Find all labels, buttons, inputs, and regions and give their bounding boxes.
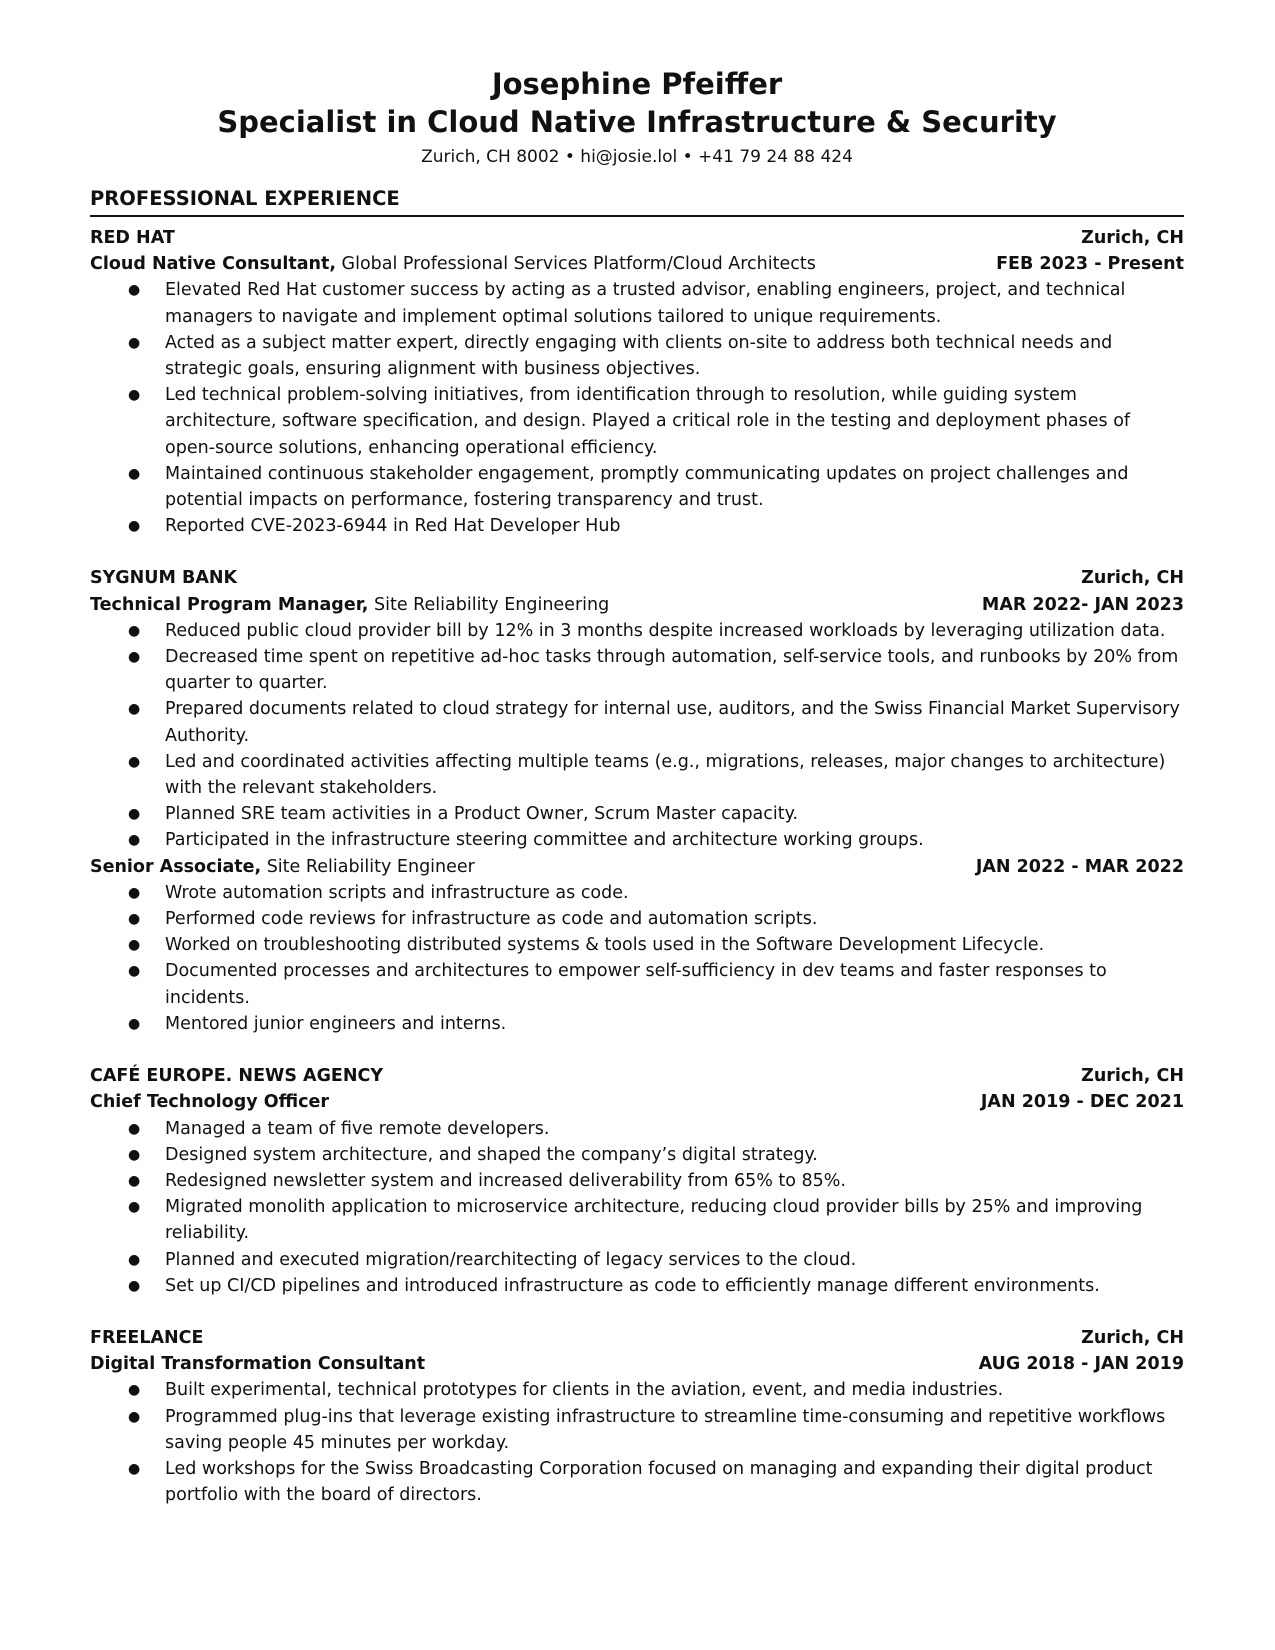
job-location: Zurich, CH [1081,228,1184,248]
role-title: Chief Technology Officer [90,1092,329,1113]
bullet-text: Acted as a subject matter expert, directly engaging with clients on-site to address both technical needs and strategic goals, ensuring alignment with business objectives. [165,332,1113,380]
bullet-dot-icon: ● [128,1172,141,1189]
bullet-dot-icon: ● [128,937,141,954]
candidate-headline: Specialist in Cloud Native Infrastructure & Security [217,105,1057,139]
contact-line: Zurich, CH 8002 • hi@josie.lol • +41 79 24 88 424 [421,147,853,167]
bullet-text: Planned SRE team activities in a Product Owner, Scrum Master capacity. [165,804,799,825]
role-dates: JAN 2022 - MAR 2022 [975,856,1184,877]
bullet-dot-icon: ● [128,701,141,718]
bullet-dot-icon: ● [128,1382,141,1399]
bullet-dot-icon: ● [128,753,141,770]
bullet-dot-icon: ● [128,1277,141,1294]
role-dates: MAR 2022- JAN 2023 [981,594,1184,615]
list-item [90,958,1184,1010]
role-title: Digital Transformation Consultant [90,1354,426,1375]
resume-page [90,66,1184,1508]
list-item [90,1168,1184,1194]
bullet-text: Decreased time spent on repetitive ad-hoc tasks through automation, self-service tools, and runbooks by 20% from quarter to quarter. [165,647,1179,694]
job-location: Zurich, CH [1081,568,1184,589]
bullet-dot-icon: ● [128,1015,141,1032]
list-item [90,827,1184,853]
role-description [90,1351,425,1377]
bullet-dot-icon: ● [128,622,141,639]
bullet-dot-icon: ● [128,806,141,823]
bullet-text: Programmed plug-ins that leverage existing infrastructure to streamline time-consuming and repetitive workflows saving people 45 minutes per workday. [165,1406,1166,1453]
bullet-dot-icon: ● [128,911,141,928]
list-item [90,618,1184,644]
role-header [90,1351,1184,1377]
bullet-text: Maintained continuous stakeholder engagement, promptly communicating updates on project challenges and potential impacts on performance, fostering transparency and trust. [165,463,1129,511]
bullet-text: Led technical problem-solving initiatives, from identification through to resolution, while guiding system architecture, software specification, and design. Played a critical role in the testing and deployment phases of open-source solutions, enhancing operational efficiency. [165,385,1131,458]
bullet-text: Mentored junior engineers and interns. [165,1013,507,1034]
role-title: Senior Associate, [90,856,262,877]
role-description [90,592,609,618]
bullet-list [90,277,1184,539]
bullet-text: Planned and executed migration/rearchitecting of legacy services to the cloud. [165,1249,857,1270]
company-name: FREELANCE [90,1327,204,1348]
bullet-text: Wrote automation scripts and infrastructure as code. [165,882,629,903]
list-item [90,330,1184,382]
list-item [90,1194,1184,1246]
role-team: Site Reliability Engineering [368,594,610,615]
bullet-list [90,880,1184,1037]
bullet-dot-icon: ● [128,832,141,849]
role-dates: JAN 2019 - DEC 2021 [980,1092,1184,1113]
job-entry [90,225,1184,539]
list-item [90,1273,1184,1299]
bullet-text: Redesigned newsletter system and increased deliverability from 65% to 85%. [165,1170,846,1191]
bullet-dot-icon: ● [128,884,141,901]
list-item [90,1142,1184,1168]
bullet-dot-icon: ● [128,1146,141,1163]
role-team: Global Professional Services Platform/Cloud Architects [335,254,816,275]
job-entry [90,1325,1184,1508]
bullet-dot-icon: ● [128,334,141,351]
role-header [90,251,1184,277]
bullet-text: Built experimental, technical prototypes for clients in the aviation, event, and media industries. [165,1380,1004,1401]
bullet-text: Managed a team of five remote developers. [165,1118,550,1139]
list-item [90,1247,1184,1273]
experience-list [90,225,1184,1508]
job-entry [90,1063,1184,1299]
role-header [90,854,1184,880]
bullet-dot-icon: ● [128,282,141,299]
list-item [90,461,1184,513]
list-item [90,932,1184,958]
bullet-text: Migrated monolith application to microservice architecture, reducing cloud provider bills by 25% and improving reliability. [165,1197,1143,1244]
role-description [90,251,816,277]
bullet-dot-icon: ● [128,1199,141,1216]
list-item [90,644,1184,696]
bullet-text: Worked on troubleshooting distributed systems & tools used in the Software Development Lifecycle. [165,935,1045,956]
list-item [90,382,1184,461]
list-item [90,1456,1184,1508]
job-header [90,1063,1184,1089]
bullet-text: Participated in the infrastructure steering committee and architecture working groups. [165,830,924,851]
bullet-dot-icon: ● [128,1408,141,1425]
section-title: PROFESSIONAL EXPERIENCE [90,184,1184,217]
role-description [90,1089,329,1115]
bullet-list [90,618,1184,854]
role-title: Technical Program Manager, [90,594,369,615]
company-name: CAFÉ EUROPE. NEWS AGENCY [90,1066,384,1087]
bullet-list [90,1116,1184,1299]
bullet-dot-icon: ● [128,387,141,404]
list-item [90,801,1184,827]
bullet-text: Led and coordinated activities affecting multiple teams (e.g., migrations, releases, major changes to architecture) with the relevant stakeholders. [165,751,1166,799]
list-item [90,1404,1184,1456]
role-team: Site Reliability Engineer [261,856,475,877]
bullet-dot-icon: ● [128,963,141,980]
bullet-list [90,1377,1184,1508]
list-item [90,277,1184,329]
bullet-text: Reported CVE-2023-6944 in Red Hat Developer Hub [165,516,621,537]
list-item [90,1377,1184,1403]
role-dates: FEB 2023 - Present [996,254,1184,275]
role-description [90,854,475,880]
bullet-text: Prepared documents related to cloud strategy for internal use, auditors, and the Swiss Financial Market Supervisory Authority. [165,699,1180,746]
list-item [90,906,1184,932]
bullet-text: Set up CI/CD pipelines and introduced infrastructure as code to efficiently manage different environments. [165,1275,1100,1296]
role-dates: AUG 2018 - JAN 2019 [978,1354,1184,1375]
bullet-dot-icon: ● [128,1120,141,1137]
bullet-dot-icon: ● [128,1460,141,1477]
company-name: RED HAT [90,228,175,248]
bullet-text: Elevated Red Hat customer success by acting as a trusted advisor, enabling engineers, project, and technical managers to navigate and implement optimal solutions tailored to unique requirements. [165,280,1126,327]
job-location: Zurich, CH [1081,1066,1184,1087]
role-header [90,592,1184,618]
role-title: Cloud Native Consultant, [90,254,336,275]
bullet-text: Reduced public cloud provider bill by 12% in 3 months despite increased workloads by leveraging utilization data. [165,620,1166,641]
role-header [90,1089,1184,1115]
bullet-text: Designed system architecture, and shaped the company’s digital strategy. [165,1144,818,1165]
candidate-name: Josephine Pfeiffer [491,67,783,101]
list-item [90,1011,1184,1037]
job-header [90,565,1184,591]
list-item [90,696,1184,748]
job-header [90,1325,1184,1351]
bullet-text: Performed code reviews for infrastructure as code and automation scripts. [165,909,818,930]
bullet-dot-icon: ● [128,649,141,666]
bullet-dot-icon: ● [128,465,141,482]
job-location: Zurich, CH [1081,1327,1184,1348]
list-item [90,880,1184,906]
list-item [90,1116,1184,1142]
bullet-dot-icon: ● [128,518,141,535]
list-item [90,749,1184,801]
bullet-dot-icon: ● [128,1251,141,1268]
bullet-text: Documented processes and architectures to empower self-sufficiency in dev teams and faster responses to incidents. [165,961,1107,1008]
job-header [90,225,1184,251]
list-item [90,513,1184,539]
company-name: SYGNUM BANK [90,568,238,589]
job-entry [90,565,1184,1037]
bullet-text: Led workshops for the Swiss Broadcasting Corporation focused on managing and expanding their digital product portfolio with the board of directors. [165,1458,1153,1506]
